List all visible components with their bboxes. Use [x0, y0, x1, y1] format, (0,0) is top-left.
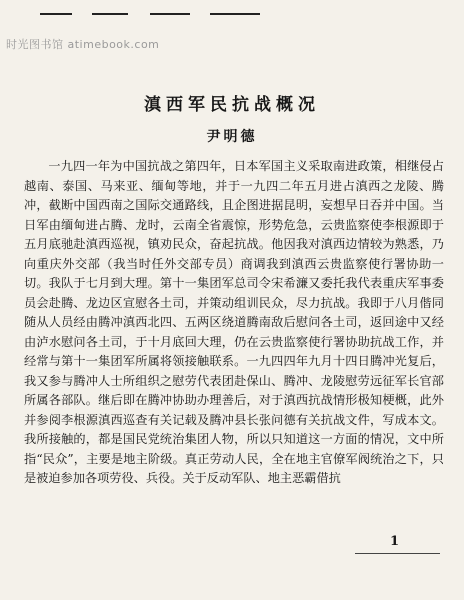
top-rule [40, 13, 72, 15]
page-title: 滇西军民抗战概况 [144, 95, 320, 115]
author-name: 尹明德 [206, 129, 258, 145]
top-rule [92, 13, 128, 15]
body-text: 一九四一年为中国抗战之第四年，日本军国主义采取南进政策，相继侵占越南、泰国、马来亚、缅甸等地，并于一九四二年五月进占滇西之龙陵、腾冲，截断中国西南之国际交通路线，且企图进据昆明，妄想早日吞并中国。当日军由缅甸进占腾、龙时，云南全省震惊，形势危急，云贵监察使李根源即于五月底驰赴滇西巡视，镇劝民众，奋起抗战。他因我对滇西边情较为熟悉，乃向重庆外交部（我当时任外交部专员）商调我到滇西云贵监察使行署协助一切。我队于七月到大理。第十一集团军总司令宋希濂又委托我代表重庆军事委员会赴腾、龙边区宣慰各土司，并策动组训民众，尽力抗战。我即于八月偕同随从人员经由腾冲滇西北四、五两区绕道腾南敌后慰问各土司，返回途中又经由泸水慰问各土司，于十月底回大理，仍在云贵监察使行署协助抗战工作，并经常与第十一集团军所属将领接触联系。一九四四年九月十四日腾冲光复后，我又参与腾冲人士所组织之慰劳代表团赴保山、腾冲、龙陵慰劳远征军长官部所属各部队。继后即在腾冲协助办理善后，对于滇西抗战情形极知梗概，此外并参阅李根源滇西巡查有关记载及腾冲县长张问德有关抗战文件，写成本文。我所接触的，都是国民党统治集团人物，所以只知道这一方面的情况，文中所指“民众”，主要是地主阶级。真正劳动人民，全在地主官僚军阀统治之下，只是被迫参加各项劳役、兵役。关于反动军队、地主恶霸借抗 [24, 159, 444, 485]
bottom-rule [355, 553, 440, 554]
top-rule [210, 13, 260, 15]
watermark: 时光图书馆 atimebook.com [6, 38, 160, 51]
top-rule [150, 13, 190, 15]
page-number: 1 [390, 534, 400, 549]
